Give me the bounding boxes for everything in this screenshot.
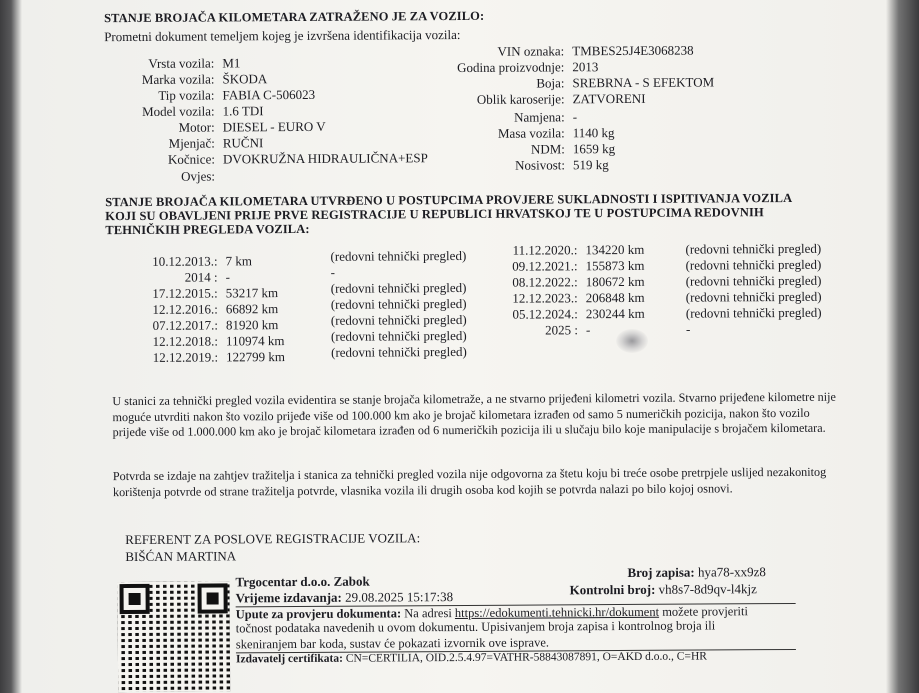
reading-date: 2025 : [545,322,579,338]
vehicle-label: Model vozila: [142,103,215,119]
reading-note: (redovni tehnički pregled) [330,311,467,328]
document-title: STANJE BROJAČA KILOMETARA ZATRAŽENO JE ZA VOZILO: [104,8,485,26]
vehicle-value: DIESEL - EURO V [222,118,326,135]
vehicle-label: Masa vozila: [497,125,565,141]
reading-km: 81920 km [225,317,279,333]
reading-km: 122799 km [226,349,286,365]
vehicle-label: Oblik karoserije: [476,91,565,107]
reading-note: (redovni tehnički pregled) [685,256,822,273]
reading-date: 11.12.2020.: [512,242,578,258]
vehicle-value: ZATVORENI [572,90,646,107]
vehicle-value: - [572,109,578,125]
verify-link[interactable]: https://edokumenti.tehnicki.hr/dokument [454,604,660,621]
verify-line-3: skeniranjem bar koda, sustav će pokazati izvornik ove isprave. [235,635,550,652]
reading-note: (redovni tehnički pregled) [685,288,822,305]
reading-km: 180672 km [585,273,645,290]
reading-note: (redovni tehnički pregled) [330,327,467,344]
verify-pre: Na adresi [404,606,452,621]
reading-km: - [225,269,231,285]
verify-line-2: točnost podataka navedenih u ovom dokumentu. Upisivanjem broja zapisa i kontrolnog broja ili [235,618,716,636]
vehicle-label: Godina proizvodnje: [457,59,565,76]
vehicle-value: DVOKRUŽNA HIDRAULIČNA+ESP [222,150,428,167]
vehicle-value: 1140 kg [572,125,615,141]
vehicle-label: Vrsta vozila: [148,55,215,71]
vehicle-label: Kočnice: [167,151,215,167]
reading-km: 206848 km [585,289,645,306]
verify-post: možete provjeriti [662,604,748,619]
verify-label: Upute za provjeru dokumenta: [235,606,402,622]
reading-date: 05.12.2024.: [512,306,578,322]
control-number [570,581,757,598]
vehicle-label: VIN oznaka: [497,43,565,59]
readings-heading-line: KOJI SU OBAVLJENI PRIJE PRVE REGISTRACIJE U REPUBLICI HRVATSKOJ TE U POSTUPCIMA REDOVNIH [105,205,764,224]
document-page [24,0,896,673]
issued-value: 29.08.2025 15:17:38 [345,589,454,605]
reading-note: (redovni tehnički pregled) [330,295,467,312]
cert-label: Izdavatelj certifikata: [235,652,343,666]
ink-smudge [616,329,648,353]
vehicle-value: TMBES25J4E3068238 [572,42,694,59]
reading-date: 08.12.2022.: [512,274,578,290]
vehicle-label: Marka vozila: [141,71,215,87]
vehicle-label: Motor: [178,119,215,135]
reading-note: - [685,321,691,337]
readings-heading-line: TEHNIČKIH PREGLEDA VOZILA: [105,221,310,238]
document-subtitle: Prometni dokument temeljem kojeg je izvršena identifikacija vozila: [104,26,461,45]
vehicle-label: Boja: [536,75,565,91]
vehicle-value: 1.6 TDI [222,103,264,119]
disclaimer-odometer: U stanici za tehnički pregled vozila evidentira se stanje brojača kilometraže, a ne stvarno prijeđeni kilometri vozila. Stvarno prijeđene kilometre nije moguće utvrditi nakon što vozilo prijeđe više od 100.000 km ako je brojač kilometara izrađen od samo 5 numeričkih pozicija, nakon što vozilo prijeđe više od 1.000.000 km ako je brojač kilometara izrađen od 6 numeričkih pozicija ili u slučaju bilo koje manipulacije s brojačem kilometara. [112,389,836,440]
reading-km: 53217 km [225,285,279,301]
reading-note: (redovni tehnički pregled) [330,247,467,264]
vehicle-value: 2013 [572,59,599,75]
vehicle-value: RUČNI [222,135,264,151]
vehicle-label: Namjena: [514,109,565,125]
qr-code[interactable] [118,581,231,692]
reading-date: 2014 : [184,269,218,285]
qr-finder-pattern [198,583,228,613]
vehicle-label: NDM: [530,141,565,157]
vehicle-label: Nosivost: [515,157,566,173]
vehicle-value: ŠKODA [222,71,268,87]
certificate-issuer [236,649,796,665]
record-number [627,564,766,581]
reading-note: (redovni tehnički pregled) [330,279,467,296]
reading-note: (redovni tehnički pregled) [685,304,822,321]
control-label: Kontrolni broj: [569,581,656,598]
vehicle-value: 519 kg [572,157,609,173]
reading-date: 12.12.2019.: [152,349,219,365]
reading-note: - [330,264,336,280]
vehicle-value: M1 [222,55,241,71]
issuer-company: Trgocentar d.o.o. Zabok [235,573,370,590]
cert-value: CN=CERTILIA, OID.2.5.4.97=VATHR-58843087891, O=AKD d.o.o., C=HR [345,650,707,665]
reading-date: 09.12.2021.: [512,258,578,274]
reading-date: 17.12.2015.: [152,285,218,301]
signature-role: REFERENT ZA POSLOVE REGISTRACIJE VOZILA: [125,530,421,548]
reading-km: 134220 km [585,241,645,258]
disclaimer-liability: Potvrda se izdaje na zahtjev tražitelja i stanica za tehnički pregled vozila nije odgovorna za štetu koju bi treće osobe pretrpjele uslijed nezakonitog korištenja potvrde od strane tražitelja potvrde, vlasnika vozila ili drugih osoba kod kojih se potvrda nalazi po bilo kojoj osnovi. [112,464,827,499]
vehicle-value: 1659 kg [572,141,616,157]
vehicle-label: Tip vozila: [158,87,215,103]
vehicle-label: Ovjes: [181,168,216,184]
issued-time [236,589,454,606]
vehicle-value: SREBRNA - S EFEKTOM [572,74,715,91]
qr-finder-pattern [120,584,150,614]
reading-km: 66892 km [225,301,279,317]
reading-km: 110974 km [225,333,285,349]
reading-date: 07.12.2017.: [152,317,218,333]
issued-label: Vrijeme izdavanja: [235,589,342,606]
signature-name: BIŠĆAN MARTINA [125,548,237,565]
readings-heading-line: STANJE BROJAČA KILOMETARA UTVRĐENO U POSTUPCIMA PROVJERE SUKLADNOSTI I ISPITIVANJA VOZILA [105,190,793,210]
reading-date: 12.12.2018.: [152,333,219,349]
reading-date: 12.12.2023.: [512,290,578,306]
record-label: Broj zapisa: [627,564,695,580]
record-value: hya78-xx9z8 [697,564,766,580]
reading-note: (redovni tehnički pregled) [331,343,467,360]
control-value: vh8s7-8d9qv-l4kjz [658,581,757,597]
reading-km: 7 km [225,253,252,269]
reading-km: 230244 km [585,305,645,322]
vehicle-value: FABIA C-506023 [222,86,316,103]
reading-date: 10.12.2013.: [152,253,218,269]
reading-note: (redovni tehnički pregled) [685,272,822,289]
reading-km: - [585,322,591,338]
vehicle-label: Mjenjač: [168,135,215,151]
reading-km: 155873 km [585,257,645,274]
reading-date: 12.12.2016.: [152,301,218,317]
reading-note: (redovni tehnički pregled) [685,240,822,257]
